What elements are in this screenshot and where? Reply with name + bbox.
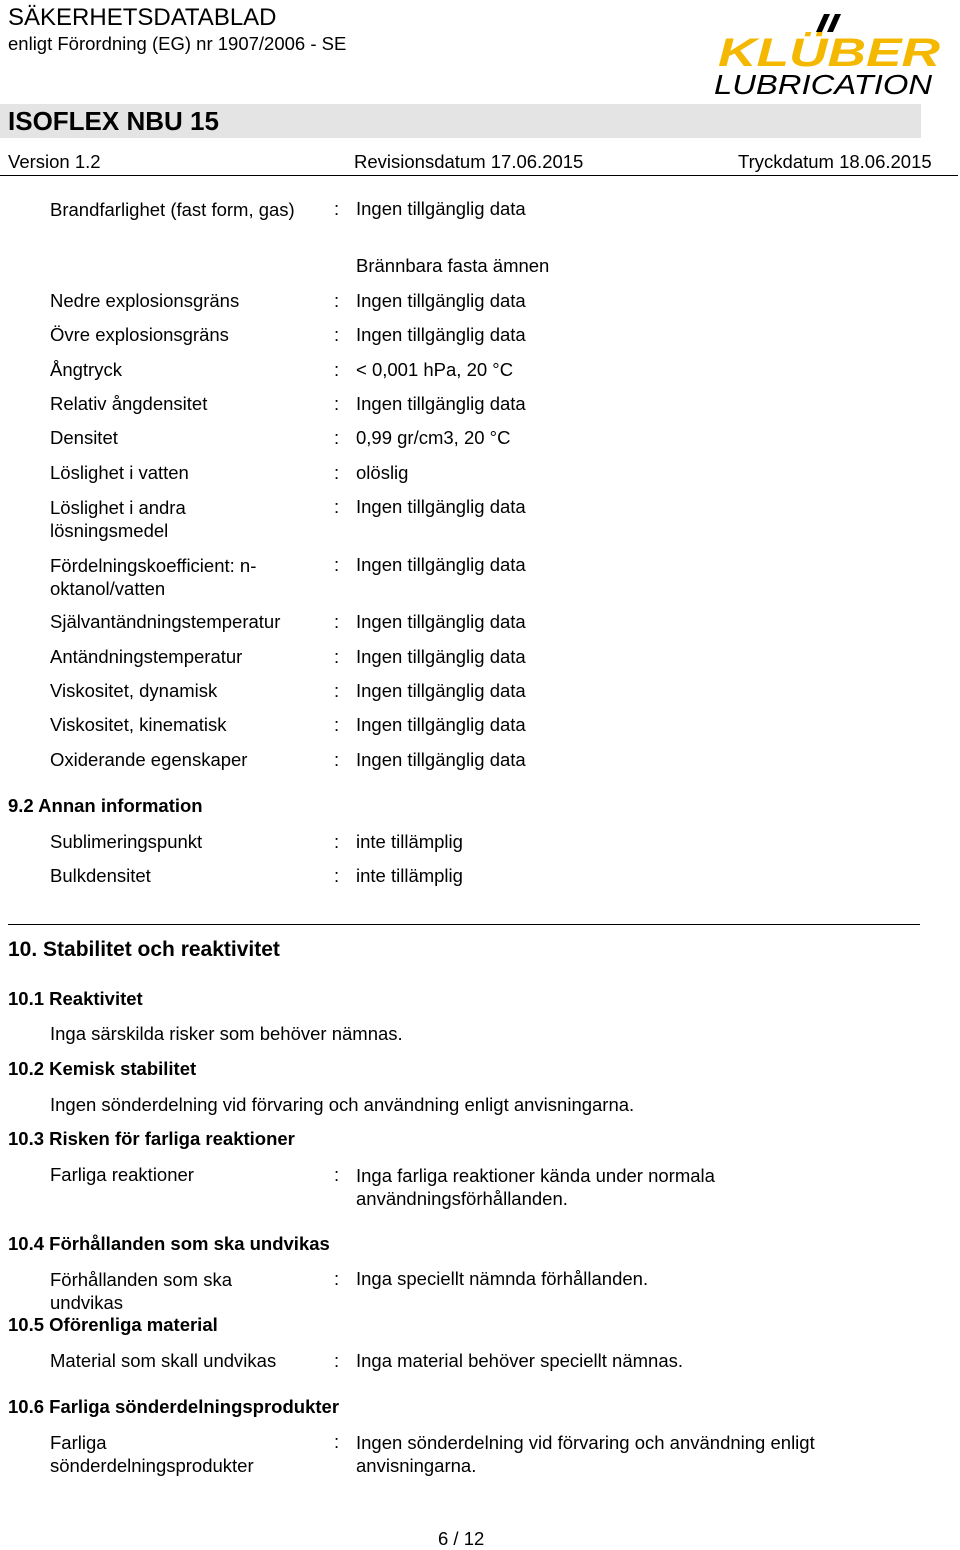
property-label: Fördelningskoefficient: n-oktanol/vatten	[50, 555, 257, 599]
property-value: inte tillämplig	[356, 831, 463, 852]
property-colon: :	[334, 714, 340, 735]
version: Version 1.2	[8, 151, 101, 172]
kluber-logo	[712, 10, 944, 96]
property-value: olöslig	[356, 462, 409, 483]
property-value: Ingen tillgänglig data	[356, 198, 526, 219]
property-value: Ingen tillgänglig data	[356, 714, 526, 735]
property-value: Ingen tillgänglig data	[356, 680, 526, 701]
property-colon: :	[334, 290, 340, 311]
property-colon: :	[334, 324, 340, 345]
property-value: Ingen tillgänglig data	[356, 554, 526, 575]
property-label: Viskositet, dynamisk	[50, 680, 218, 701]
property-label: Självantändningstemperatur	[50, 611, 281, 632]
property-label: Oxiderande egenskaper	[50, 749, 248, 770]
property-value: Ingen tillgänglig data	[356, 496, 526, 517]
property-value: Inga speciellt nämnda förhållanden.	[356, 1268, 649, 1289]
property-value: Ingen sönderdelning vid förvaring och användning enligt anvisningarna.	[356, 1432, 815, 1476]
property-label: Material som skall undvikas	[50, 1350, 277, 1371]
property-colon: :	[334, 749, 340, 770]
property-colon: :	[334, 496, 340, 517]
property-colon: :	[334, 680, 340, 701]
property-colon: :	[334, 611, 340, 632]
section-heading-9-2: 9.2 Annan information	[8, 795, 203, 816]
property-colon: :	[334, 1268, 340, 1289]
property-value: Brännbara fasta ämnen	[356, 255, 550, 276]
property-label: Brandfarlighet (fast form, gas)	[50, 199, 295, 220]
property-value: Inga material behöver speciellt nämnas.	[356, 1350, 684, 1371]
revision-date: Revisionsdatum 17.06.2015	[354, 151, 584, 172]
property-label: Ångtryck	[50, 359, 122, 380]
product-name: ISOFLEX NBU 15	[8, 106, 219, 136]
property-value: Ingen tillgänglig data	[356, 611, 526, 632]
property-value: < 0,001 hPa, 20 °C	[356, 359, 514, 380]
subsection-heading: 10.1 Reaktivitet	[8, 988, 143, 1009]
property-value: Inga farliga reaktioner kända under normala användningsförhållanden.	[356, 1165, 715, 1209]
property-label: Övre explosionsgräns	[50, 324, 229, 345]
property-label: Bulkdensitet	[50, 865, 151, 886]
subsection-text: Inga särskilda risker som behöver nämnas.	[50, 1023, 403, 1044]
property-colon: :	[334, 359, 340, 380]
property-colon: :	[334, 462, 340, 483]
document-title: SÄKERHETSDATABLAD	[8, 4, 277, 31]
property-colon: :	[334, 865, 340, 886]
subsection-heading: 10.6 Farliga sönderdelningsprodukter	[8, 1396, 340, 1417]
property-colon: :	[334, 1350, 340, 1371]
property-label: Antändningstemperatur	[50, 646, 243, 667]
property-label: Relativ ångdensitet	[50, 393, 208, 414]
property-colon: :	[334, 554, 340, 575]
logo-bottom-text: LUBRICATION	[714, 69, 933, 96]
property-label: Farliga reaktioner	[50, 1164, 194, 1185]
property-label: Löslighet i andra lösningsmedel	[50, 497, 186, 541]
property-colon: :	[334, 393, 340, 414]
regulation-text: enligt Förordning (EG) nr 1907/2006 - SE	[8, 33, 347, 54]
property-label: Densitet	[50, 427, 118, 448]
property-label: Förhållanden som ska undvikas	[50, 1269, 233, 1313]
property-colon: :	[334, 1431, 340, 1452]
page-number: 6 / 12	[438, 1528, 485, 1549]
property-value: Ingen tillgänglig data	[356, 324, 526, 345]
subsection-heading: 10.2 Kemisk stabilitet	[8, 1058, 197, 1079]
section-divider	[8, 924, 920, 925]
property-label: Sublimeringspunkt	[50, 831, 203, 852]
property-value: Ingen tillgänglig data	[356, 290, 526, 311]
property-colon: :	[334, 646, 340, 667]
property-value: 0,99 gr/cm3, 20 °C	[356, 427, 511, 448]
property-value: inte tillämplig	[356, 865, 463, 886]
property-label: Viskositet, kinematisk	[50, 714, 227, 735]
property-label: Löslighet i vatten	[50, 462, 189, 483]
subsection-heading: 10.3 Risken för farliga reaktioner	[8, 1128, 295, 1149]
property-colon: :	[334, 427, 340, 448]
section-heading-10: 10. Stabilitet och reaktivitet	[8, 938, 280, 961]
print-date: Tryckdatum 18.06.2015	[738, 151, 932, 172]
property-colon: :	[334, 831, 340, 852]
property-colon: :	[334, 198, 340, 219]
logo-top-text: KLÜBER	[718, 31, 885, 75]
property-label: Farliga sönderdelningsprodukter	[50, 1432, 254, 1476]
header-divider	[0, 175, 958, 176]
subsection-heading: 10.5 Oförenliga material	[8, 1314, 218, 1335]
property-value: Ingen tillgänglig data	[356, 749, 526, 770]
property-value: Ingen tillgänglig data	[356, 393, 526, 414]
subsection-heading: 10.4 Förhållanden som ska undvikas	[8, 1233, 330, 1254]
property-value: Ingen tillgänglig data	[356, 646, 526, 667]
property-colon: :	[334, 1164, 340, 1185]
subsection-text: Ingen sönderdelning vid förvaring och användning enligt anvisningarna.	[50, 1094, 635, 1115]
property-label: Nedre explosionsgräns	[50, 290, 240, 311]
